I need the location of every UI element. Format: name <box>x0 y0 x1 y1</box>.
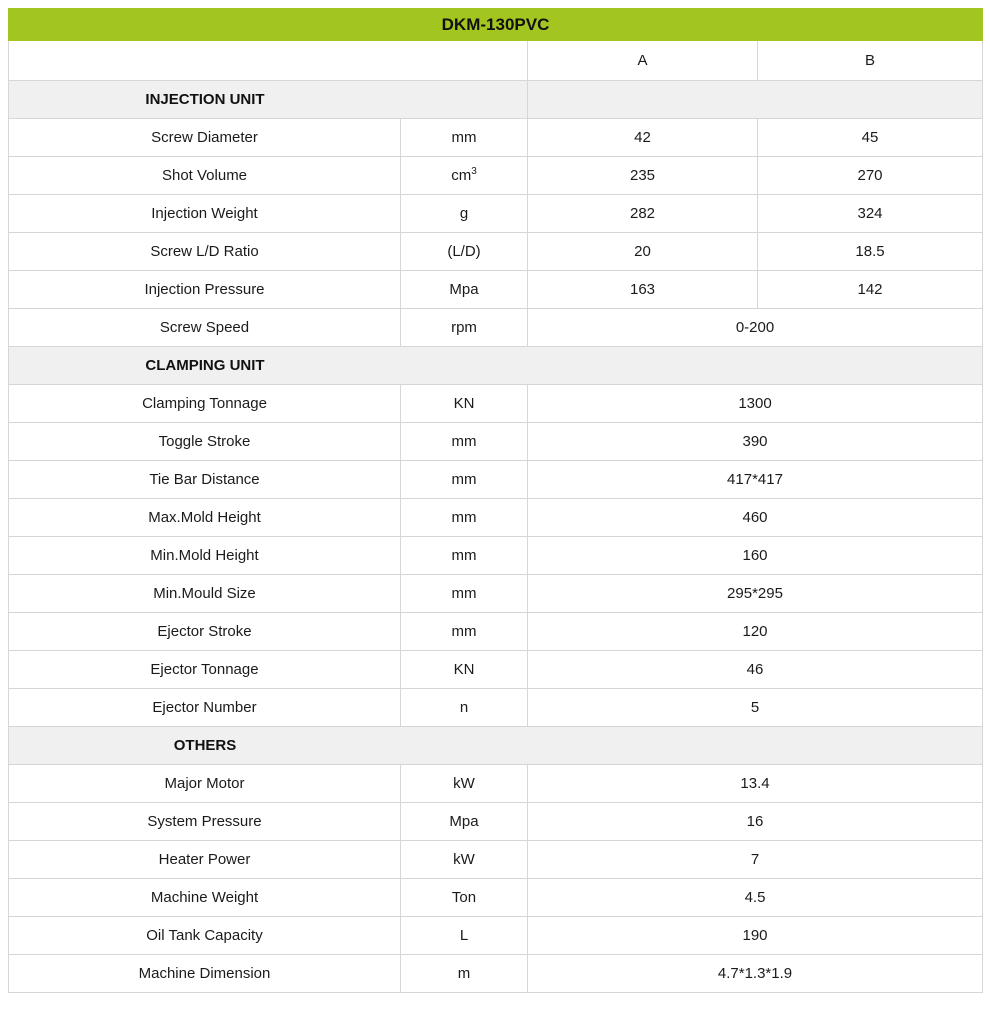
spec-label: Toggle Stroke <box>9 423 401 461</box>
spec-value-merged: 460 <box>528 499 983 537</box>
spec-value-merged: 13.4 <box>528 765 983 803</box>
column-header-spacer <box>9 41 528 81</box>
spec-row <box>9 651 983 689</box>
spec-value-merged: 160 <box>528 537 983 575</box>
spec-label: Ejector Tonnage <box>9 651 401 689</box>
spec-row <box>9 575 983 613</box>
spec-unit: rpm <box>401 309 528 347</box>
section-header-row <box>9 81 983 119</box>
spec-label: Screw Diameter <box>9 119 401 157</box>
section-title-cell <box>9 727 983 765</box>
section-title-spacer <box>528 81 983 119</box>
spec-row <box>9 917 983 955</box>
spec-unit: m <box>401 955 528 993</box>
spec-label: Major Motor <box>9 765 401 803</box>
spec-label: Injection Weight <box>9 195 401 233</box>
spec-value-merged: 4.5 <box>528 879 983 917</box>
spec-label: Machine Weight <box>9 879 401 917</box>
spec-unit: Ton <box>401 879 528 917</box>
spec-unit-superscript: 3 <box>471 166 477 177</box>
spec-unit: kW <box>401 765 528 803</box>
spec-unit: (L/D) <box>401 233 528 271</box>
spec-row <box>9 689 983 727</box>
spec-label: Shot Volume <box>9 157 401 195</box>
spec-row <box>9 233 983 271</box>
spec-value-a: 235 <box>528 157 758 195</box>
model-title-row <box>9 9 983 41</box>
spec-unit: L <box>401 917 528 955</box>
spec-label: Machine Dimension <box>9 955 401 993</box>
spec-unit: Mpa <box>401 271 528 309</box>
spec-value-merged: 7 <box>528 841 983 879</box>
spec-label: Oil Tank Capacity <box>9 917 401 955</box>
spec-row <box>9 385 983 423</box>
spec-label: Ejector Number <box>9 689 401 727</box>
spec-row <box>9 461 983 499</box>
spec-unit: kW <box>401 841 528 879</box>
spec-row <box>9 119 983 157</box>
spec-value-merged: 46 <box>528 651 983 689</box>
spec-row <box>9 765 983 803</box>
column-header-a: A <box>528 41 758 81</box>
spec-row <box>9 803 983 841</box>
spec-value-merged: 190 <box>528 917 983 955</box>
spec-label: Tie Bar Distance <box>9 461 401 499</box>
spec-table-body <box>9 9 983 993</box>
spec-row <box>9 423 983 461</box>
section-header-row <box>9 727 983 765</box>
spec-value-merged: 0-200 <box>528 309 983 347</box>
spec-label: Max.Mold Height <box>9 499 401 537</box>
spec-row <box>9 841 983 879</box>
spec-unit: Mpa <box>401 803 528 841</box>
spec-unit: mm <box>401 423 528 461</box>
section-title: CLAMPING UNIT <box>145 357 265 374</box>
spec-unit: $cm^3$ <box>401 157 528 195</box>
section-title-cell <box>9 347 983 385</box>
spec-label: Clamping Tonnage <box>9 385 401 423</box>
spec-row <box>9 879 983 917</box>
spec-unit: mm <box>401 461 528 499</box>
spec-unit: mm <box>401 499 528 537</box>
spec-value-merged: 120 <box>528 613 983 651</box>
spec-value-b: 270 <box>758 157 983 195</box>
section-title: OTHERS <box>173 737 237 754</box>
spec-row <box>9 537 983 575</box>
spec-row <box>9 499 983 537</box>
spec-row <box>9 195 983 233</box>
spec-value-merged: 417*417 <box>528 461 983 499</box>
spec-value-merged: 1300 <box>528 385 983 423</box>
section-title-cell <box>9 81 528 119</box>
spec-label: Screw L/D Ratio <box>9 233 401 271</box>
spec-unit: KN <box>401 651 528 689</box>
spec-value-a: 163 <box>528 271 758 309</box>
spec-label: Min.Mold Height <box>9 537 401 575</box>
spec-value-b: 142 <box>758 271 983 309</box>
spec-label: Heater Power <box>9 841 401 879</box>
spec-unit: mm <box>401 537 528 575</box>
spec-unit: mm <box>401 119 528 157</box>
spec-unit: mm <box>401 613 528 651</box>
spec-unit: n <box>401 689 528 727</box>
section-title: INJECTION UNIT <box>145 91 265 108</box>
spec-row <box>9 271 983 309</box>
model-title: DKM-130PVC <box>9 9 983 41</box>
spec-label: Screw Speed <box>9 309 401 347</box>
spec-unit: mm <box>401 575 528 613</box>
spec-value-merged: 390 <box>528 423 983 461</box>
spec-value-merged: 4.7*1.3*1.9 <box>528 955 983 993</box>
spec-value-a: 20 <box>528 233 758 271</box>
spec-unit: g <box>401 195 528 233</box>
spec-table-container <box>8 8 982 993</box>
spec-row <box>9 613 983 651</box>
spec-row <box>9 309 983 347</box>
section-header-row <box>9 347 983 385</box>
spec-label: Ejector Stroke <box>9 613 401 651</box>
spec-table <box>8 8 983 993</box>
spec-value-merged: 16 <box>528 803 983 841</box>
spec-value-a: 282 <box>528 195 758 233</box>
spec-label: Injection Pressure <box>9 271 401 309</box>
spec-value-b: 324 <box>758 195 983 233</box>
spec-label: System Pressure <box>9 803 401 841</box>
spec-value-merged: 5 <box>528 689 983 727</box>
spec-label: Min.Mould Size <box>9 575 401 613</box>
column-header-row <box>9 41 983 81</box>
spec-value-b: 45 <box>758 119 983 157</box>
spec-unit: KN <box>401 385 528 423</box>
spec-row <box>9 157 983 195</box>
spec-value-b: 18.5 <box>758 233 983 271</box>
spec-row <box>9 955 983 993</box>
spec-value-a: 42 <box>528 119 758 157</box>
spec-value-merged: 295*295 <box>528 575 983 613</box>
column-header-b: B <box>758 41 983 81</box>
